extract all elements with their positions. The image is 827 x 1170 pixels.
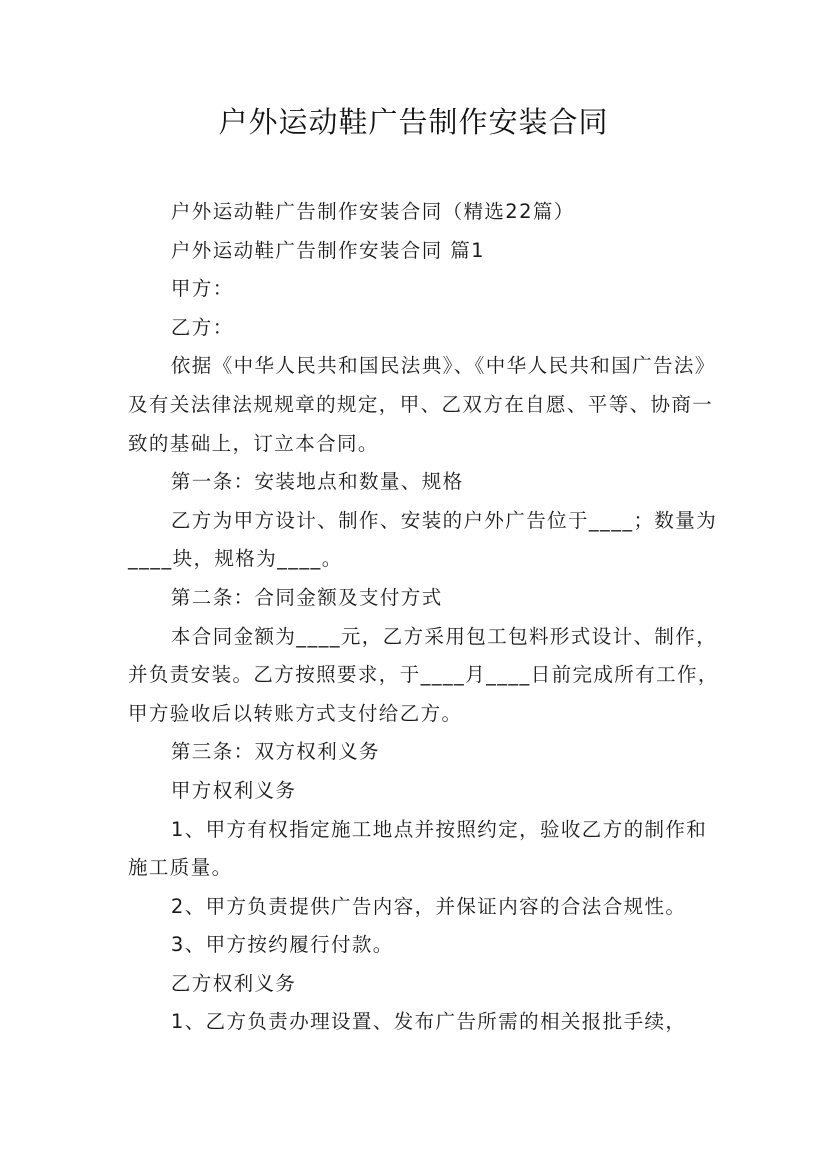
paragraph-article-1-body: 乙方为甲方设计、制作、安装的户外广告位于____；数量为____块，规格为____。 (128, 508, 718, 571)
paragraph-article-3-heading: 第三条：双方权利义务 (170, 740, 380, 764)
document-body (128, 193, 728, 1042)
paragraph-section-heading: 户外运动鞋广告制作安装合同 篇1 (170, 238, 485, 262)
paragraph-article-2-heading: 第二条：合同金额及支付方式 (170, 585, 443, 609)
paragraph-party-b-rights-heading: 乙方权利义务 (170, 971, 297, 995)
paragraph-party-b-item-1: 1、乙方负责办理设置、发布广告所需的相关报批手续， (170, 1010, 687, 1034)
paragraph-preamble: 依据《中华人民共和国民法典》、《中华人民共和国广告法》及有关法律法规规章的规定，甲、乙双方在自愿、平等、协商一致的基础上，订立本合同。 (128, 354, 716, 455)
paragraph-party-b: 乙方： (170, 315, 234, 339)
document-title: 户外运动鞋广告制作安装合同 (218, 105, 609, 139)
paragraph-article-1-heading: 第一条：安装地点和数量、规格 (170, 470, 464, 494)
paragraph-party-a: 甲方： (170, 277, 234, 301)
paragraph-party-a-rights-heading: 甲方权利义务 (170, 778, 297, 802)
paragraph-subtitle: 户外运动鞋广告制作安装合同（精选22篇） (170, 200, 575, 223)
paragraph-article-2-body: 本合同金额为____元，乙方采用包工包料形式设计、制作，并负责安装。乙方按照要求，于____月____日前完成所有工作，甲方验收后以转账方式支付给乙方。 (128, 624, 719, 725)
paragraph-party-a-item-1: 1、甲方有权指定施工地点并按照约定，验收乙方的制作和施工质量。 (128, 817, 708, 880)
paragraph-party-a-item-2: 2、甲方负责提供广告内容，并保证内容的合法合规性。 (170, 894, 687, 918)
paragraph-party-a-item-3: 3、甲方按约履行付款。 (170, 933, 394, 957)
